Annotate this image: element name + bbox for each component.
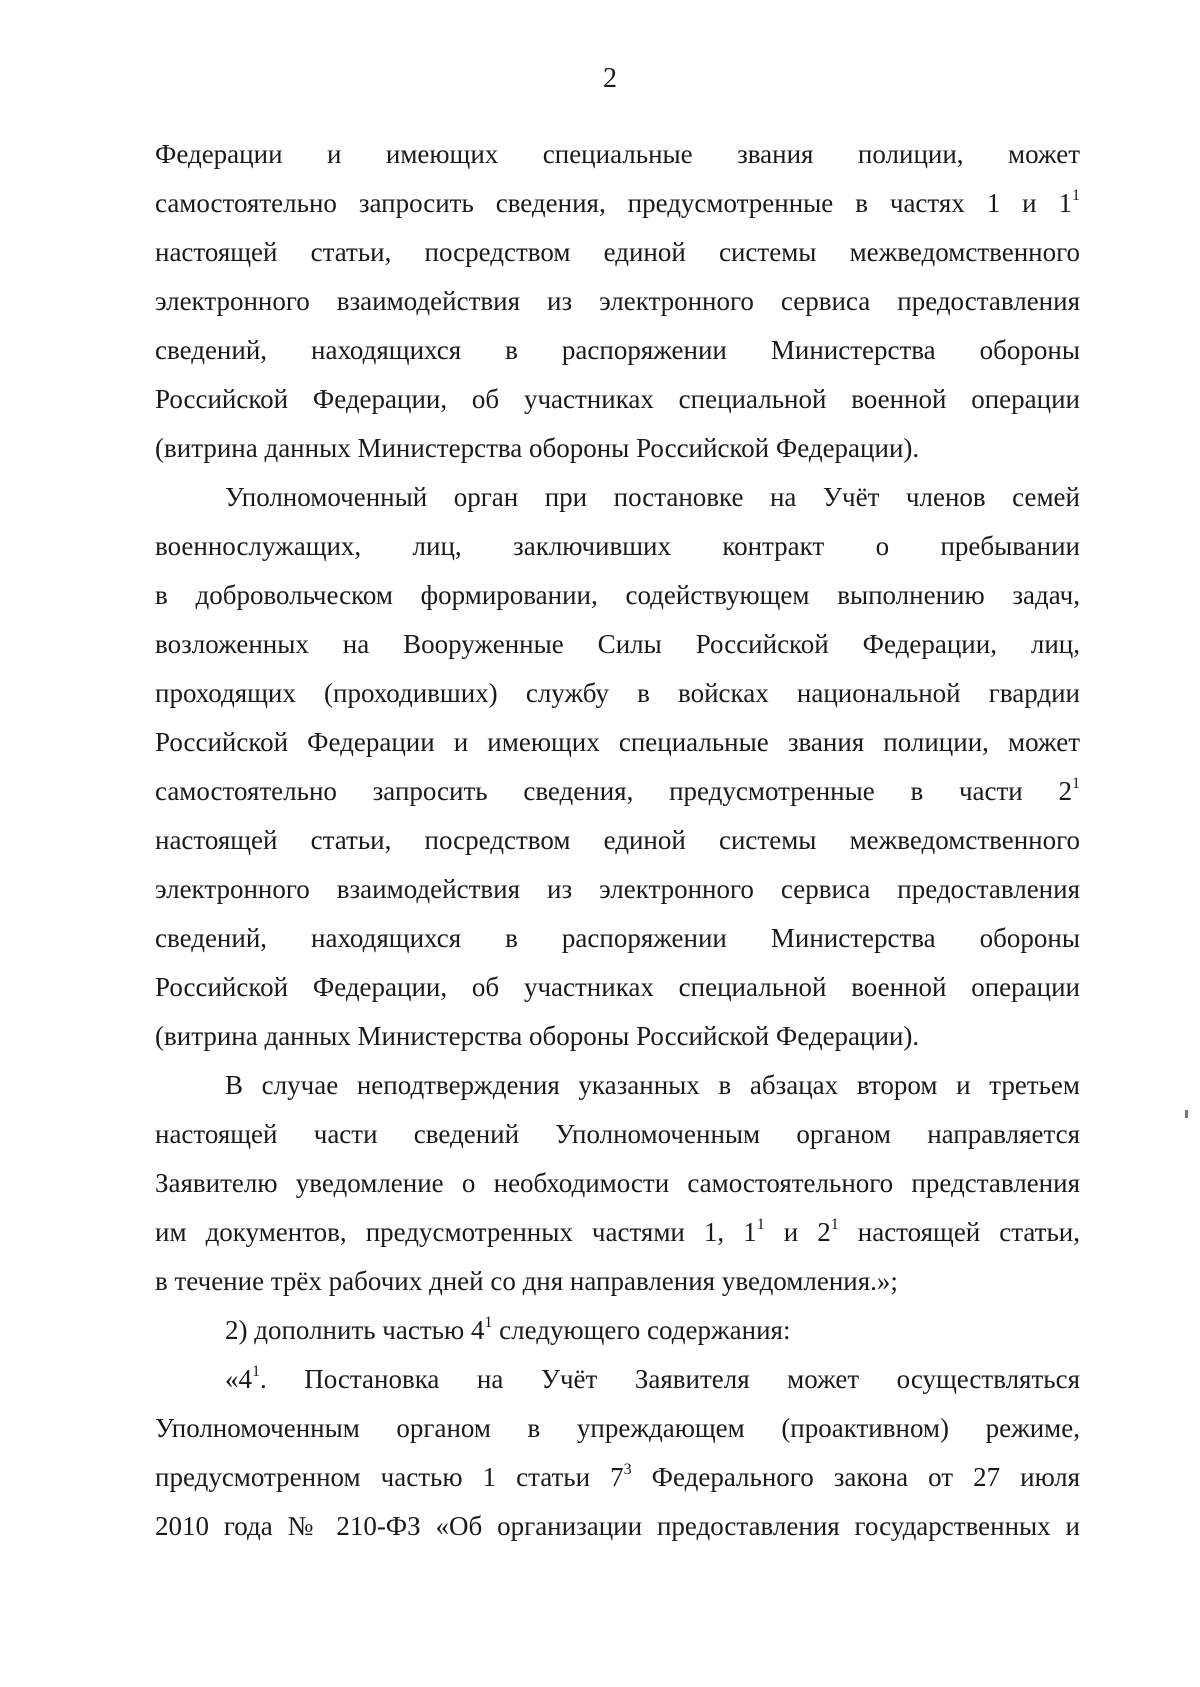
text-line: Заявителю уведомление о необходимости самостоятельного представления [155, 1168, 1080, 1198]
text-fragment: . Постановка на Учёт Заявителя может осуществляться [260, 1364, 1080, 1394]
text-line: в течение трёх рабочих дней со дня направления уведомления.»; [155, 1266, 898, 1296]
text-line: 2010 года № 210-ФЗ «Об организации предоставления государственных и [155, 1511, 1080, 1541]
document-body [155, 130, 1080, 1551]
scan-speck [1185, 1110, 1188, 1118]
superscript: 1 [484, 1314, 493, 1331]
superscript: 1 [1072, 775, 1080, 792]
text-fragment: 2) дополнить частью 4 [225, 1315, 485, 1345]
text-line: Уполномоченным органом в упреждающем (проактивном) режиме, [155, 1413, 1080, 1443]
page-number: 2 [603, 63, 617, 94]
text-fragment: следующего содержания: [492, 1315, 791, 1345]
text-line: Российской Федерации, об участниках специальной военной операции [155, 384, 1080, 414]
text-line: Российской Федерации, об участниках специальной военной операции [155, 972, 1080, 1002]
text-line [155, 1453, 1080, 1502]
text-line: электронного взаимодействия из электронного сервиса предоставления [155, 286, 1080, 316]
text-line: возложенных на Вооруженные Силы Российской Федерации, лиц, [155, 629, 1080, 659]
text-line [155, 1208, 1080, 1257]
text-fragment: настоящей статьи, [838, 1217, 1080, 1247]
text-line: настоящей статьи, посредством единой системы межведомственного [155, 825, 1080, 855]
text-line: В случае неподтверждения указанных в абзацах втором и третьем [225, 1070, 1080, 1100]
text-line: электронного взаимодействия из электронного сервиса предоставления [155, 874, 1080, 904]
text-line: в добровольческом формировании, содействующем выполнению задач, [155, 580, 1080, 610]
paragraph-new-part [155, 1355, 1080, 1551]
superscript: 1 [756, 1216, 765, 1233]
text-line: военнослужащих, лиц, заключивших контракт о пребывании [155, 531, 1080, 561]
superscript: 3 [623, 1461, 632, 1478]
paragraph-authorized-body [155, 473, 1080, 1061]
text-line: (витрина данных Министерства обороны Российской Федерации). [155, 1021, 920, 1051]
text-fragment: «4 [225, 1364, 252, 1394]
text-fragment: самостоятельно запросить сведения, предусмотренные в частях 1 и 1 [155, 188, 1072, 218]
text-line: сведений, находящихся в распоряжении Министерства обороны [155, 923, 1080, 953]
text-fragment: и 2 [764, 1217, 831, 1247]
text-line [155, 179, 1080, 228]
text-line: проходящих (проходивших) службу в войсках национальной гвардии [155, 678, 1080, 708]
paragraph-amendment-item [155, 1306, 1080, 1355]
paragraph-continuation [155, 130, 1080, 473]
text-line [155, 1306, 1080, 1355]
text-line: настоящей части сведений Уполномоченным органом направляется [155, 1119, 1080, 1149]
text-fragment: Федерального закона от 27 июля [631, 1462, 1081, 1492]
superscript: 1 [1072, 187, 1080, 204]
superscript: 1 [830, 1216, 839, 1233]
text-line: Федерации и имеющих специальные звания полиции, может [155, 139, 1080, 169]
superscript: 1 [252, 1363, 260, 1380]
text-fragment: самостоятельно запросить сведения, предусмотренные в части 2 [155, 776, 1072, 806]
text-line: настоящей статьи, посредством единой системы межведомственного [155, 237, 1080, 267]
text-line: Российской Федерации и имеющих специальные звания полиции, может [155, 727, 1080, 757]
text-fragment: предусмотренном частью 1 статьи 7 [155, 1462, 624, 1492]
text-line [155, 767, 1080, 816]
text-line [155, 1355, 1080, 1404]
text-fragment: им документов, предусмотренных частями 1, 1 [155, 1217, 757, 1247]
paragraph-non-confirmation [155, 1061, 1080, 1306]
text-line: сведений, находящихся в распоряжении Министерства обороны [155, 335, 1080, 365]
text-line: (витрина данных Министерства обороны Российской Федерации). [155, 433, 920, 463]
text-line: Уполномоченный орган при постановке на Учёт членов семей [225, 482, 1080, 512]
